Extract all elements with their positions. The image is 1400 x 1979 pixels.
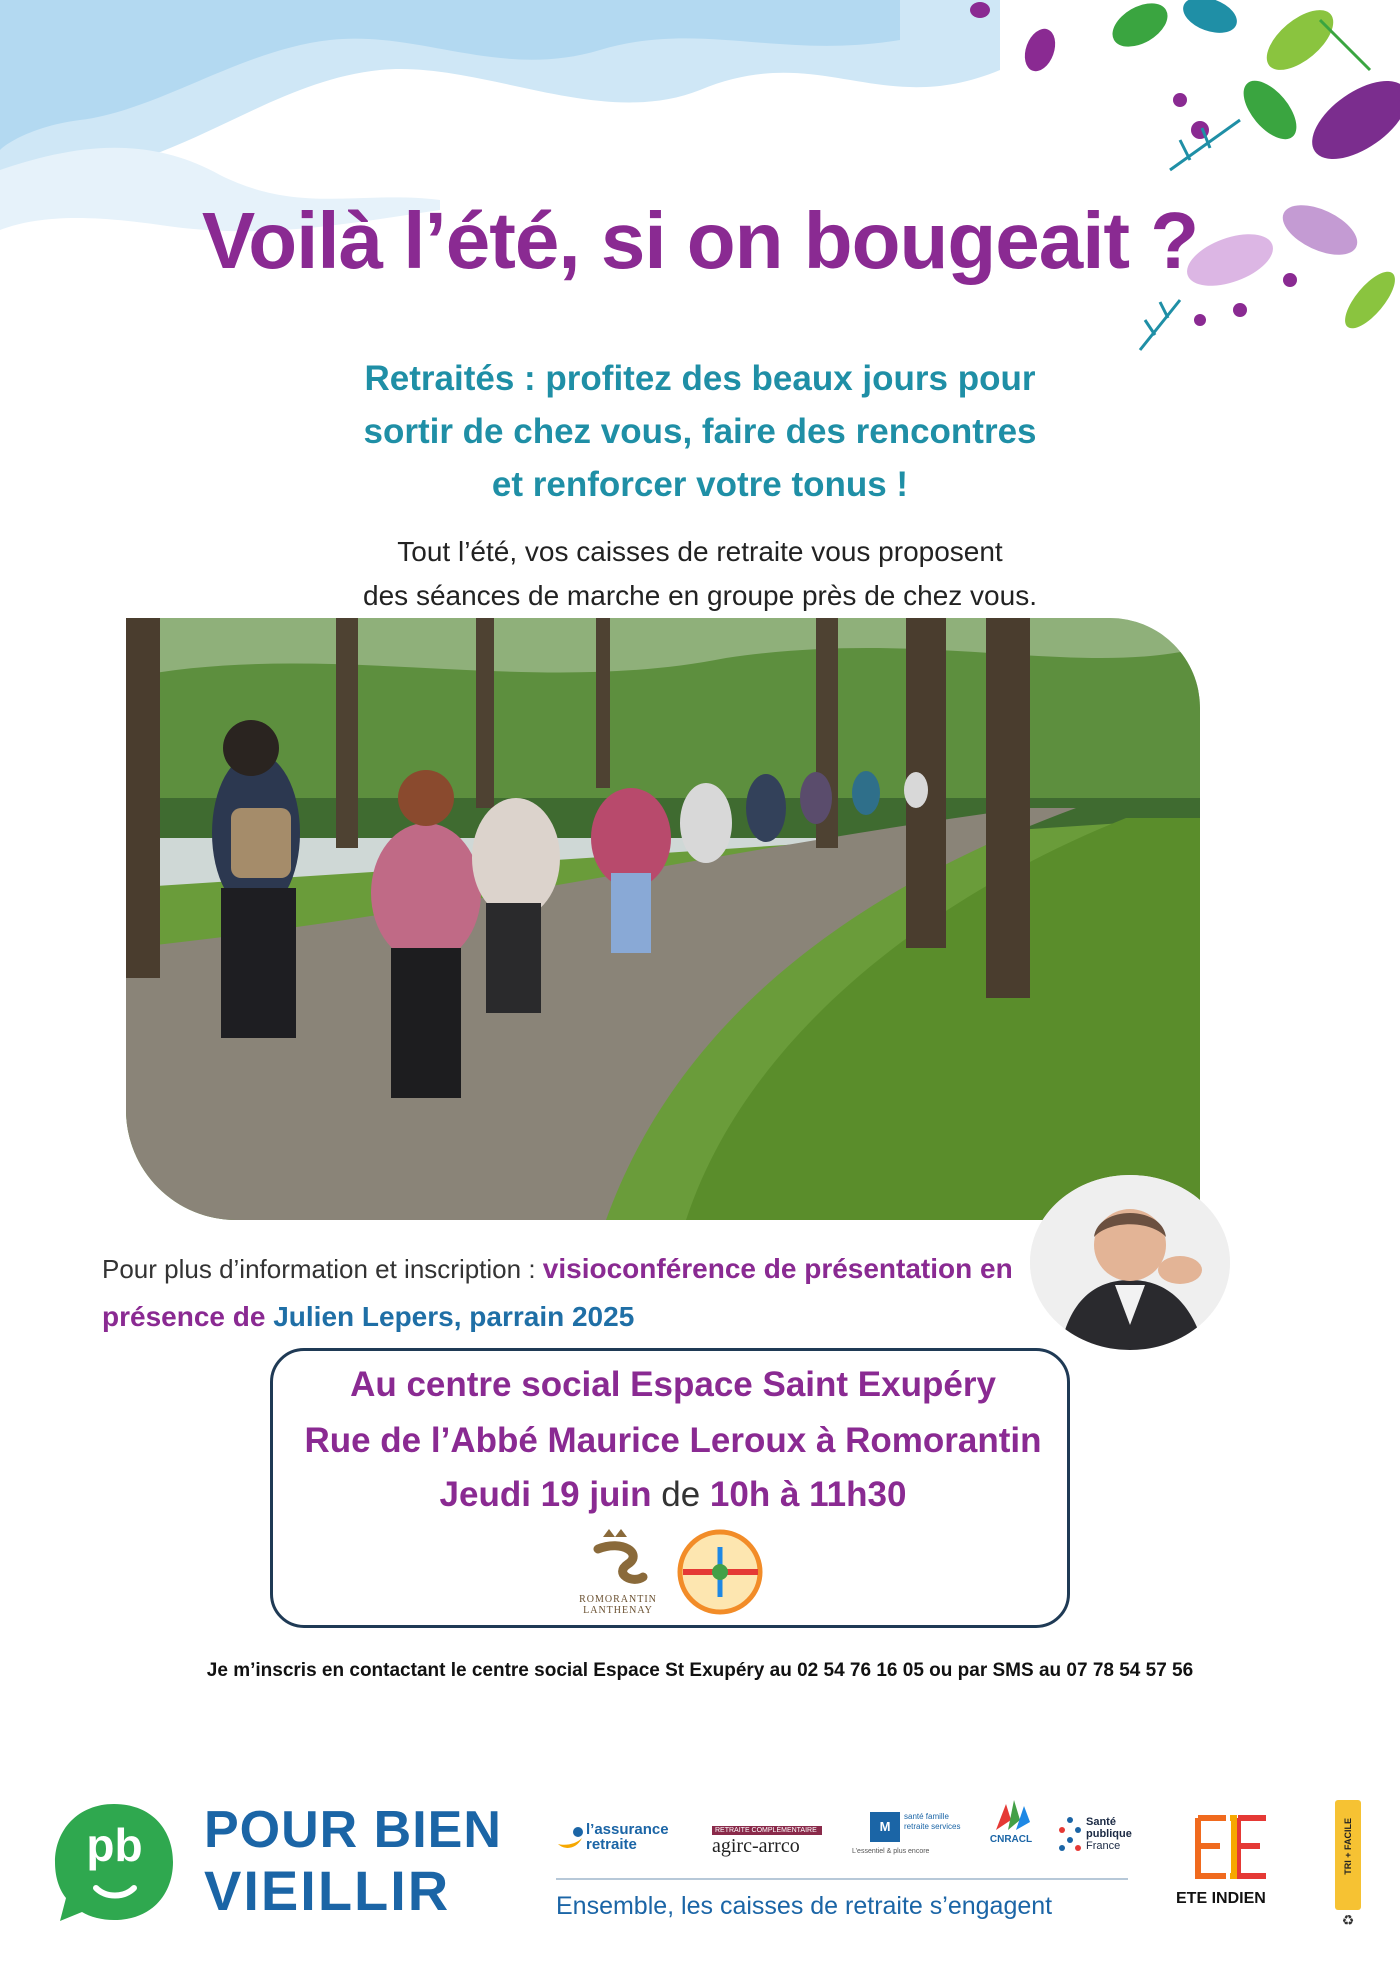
walking-group-photo [126,618,1200,1220]
msa-logo [852,1812,962,1867]
assurance-text-1: l’assurance [586,1821,669,1838]
event-box [270,1348,1070,1628]
subtitle-line: sortir de chez vous, faire des rencontres [363,412,1037,451]
info-lead: Pour plus d’information et inscription : [102,1254,543,1284]
subtitle-line: et renforcer votre tonus ! [491,465,909,504]
intro-text [300,530,1100,618]
sante-text-1: Santé [1086,1816,1116,1828]
recycle-icon: ♻ [1341,1912,1355,1928]
leaves-decoration [940,0,1400,380]
msa-text: santé famille retraite services [904,1812,961,1831]
info-highlight: visioconférence de présentation en [542,1253,1013,1284]
guest-portrait [1030,1175,1230,1350]
brand-line-1: POUR BIEN [204,1801,502,1859]
info-highlight: présence de [102,1301,274,1332]
subtitle-line: Retraités : profitez des beaux jours pour [364,359,1036,398]
event-address: Rue de l’Abbé Maurice Leroux à Romorantin [304,1421,1042,1460]
subtitle [300,352,1100,511]
guest-name: Julien Lepers, parrain 2025 [273,1301,635,1332]
contact-line: Je m’inscris en contactant le centre social Espace St Exupéry au 02 54 76 16 05 ou par SMS au 07 78 54 57 56 [206,1660,1194,1681]
logo-letters: pb [86,1819,143,1871]
event-de: de [651,1475,710,1514]
brand-line-2: VIEILLIR [204,1859,451,1922]
romorantin-logo-text2: LANTHENAY [583,1605,653,1616]
cnracl-text: CNRACL [989,1834,1033,1845]
page-title: Voilà l’été, si on bougeait ? [201,196,1199,285]
assurance-text-2: retraite [586,1836,637,1853]
ete-indien-label: ETE INDIEN [1176,1890,1266,1907]
intro-line: des séances de marche en groupe près de chez vous. [363,580,1037,611]
sante-publique-logo [1056,1814,1156,1859]
sante-text-2: publique [1086,1828,1132,1840]
tagline: Ensemble, les caisses de retraite s’engagent [556,1892,1053,1920]
event-day: Jeudi 19 juin [439,1475,652,1514]
intro-line: Tout l’été, vos caisses de retraite vous proposent [397,536,1003,567]
romorantin-logo [573,1529,663,1621]
agirc-name: agirc-arrco [712,1835,800,1857]
event-time: 10h à 11h30 [709,1475,907,1514]
event-location: Au centre social Espace Saint Exupéry [350,1365,996,1404]
romorantin-logo-text1: ROMORANTIN [579,1594,657,1605]
centre-social-logo [673,1527,768,1619]
msa-icon: M [870,1812,900,1842]
cnracl-logo [976,1796,1046,1856]
tagline-rule [556,1878,1128,1880]
event-datetime [273,1475,1073,1515]
agirc-top: RETRAITE COMPLÉMENTAIRE [712,1826,822,1835]
sante-text-3: France [1086,1840,1121,1852]
tri-facile-text: TRI + FACILE [1343,1818,1353,1875]
msa-sub: L’essentiel & plus encore [852,1848,930,1855]
agirc-arrco-logo [712,1826,822,1866]
info-paragraph [102,1245,1022,1341]
ete-indien-logo-icon [1190,1812,1274,1882]
assurance-retraite-logo [556,1820,686,1860]
tri-facile-badge [1335,1800,1361,1910]
